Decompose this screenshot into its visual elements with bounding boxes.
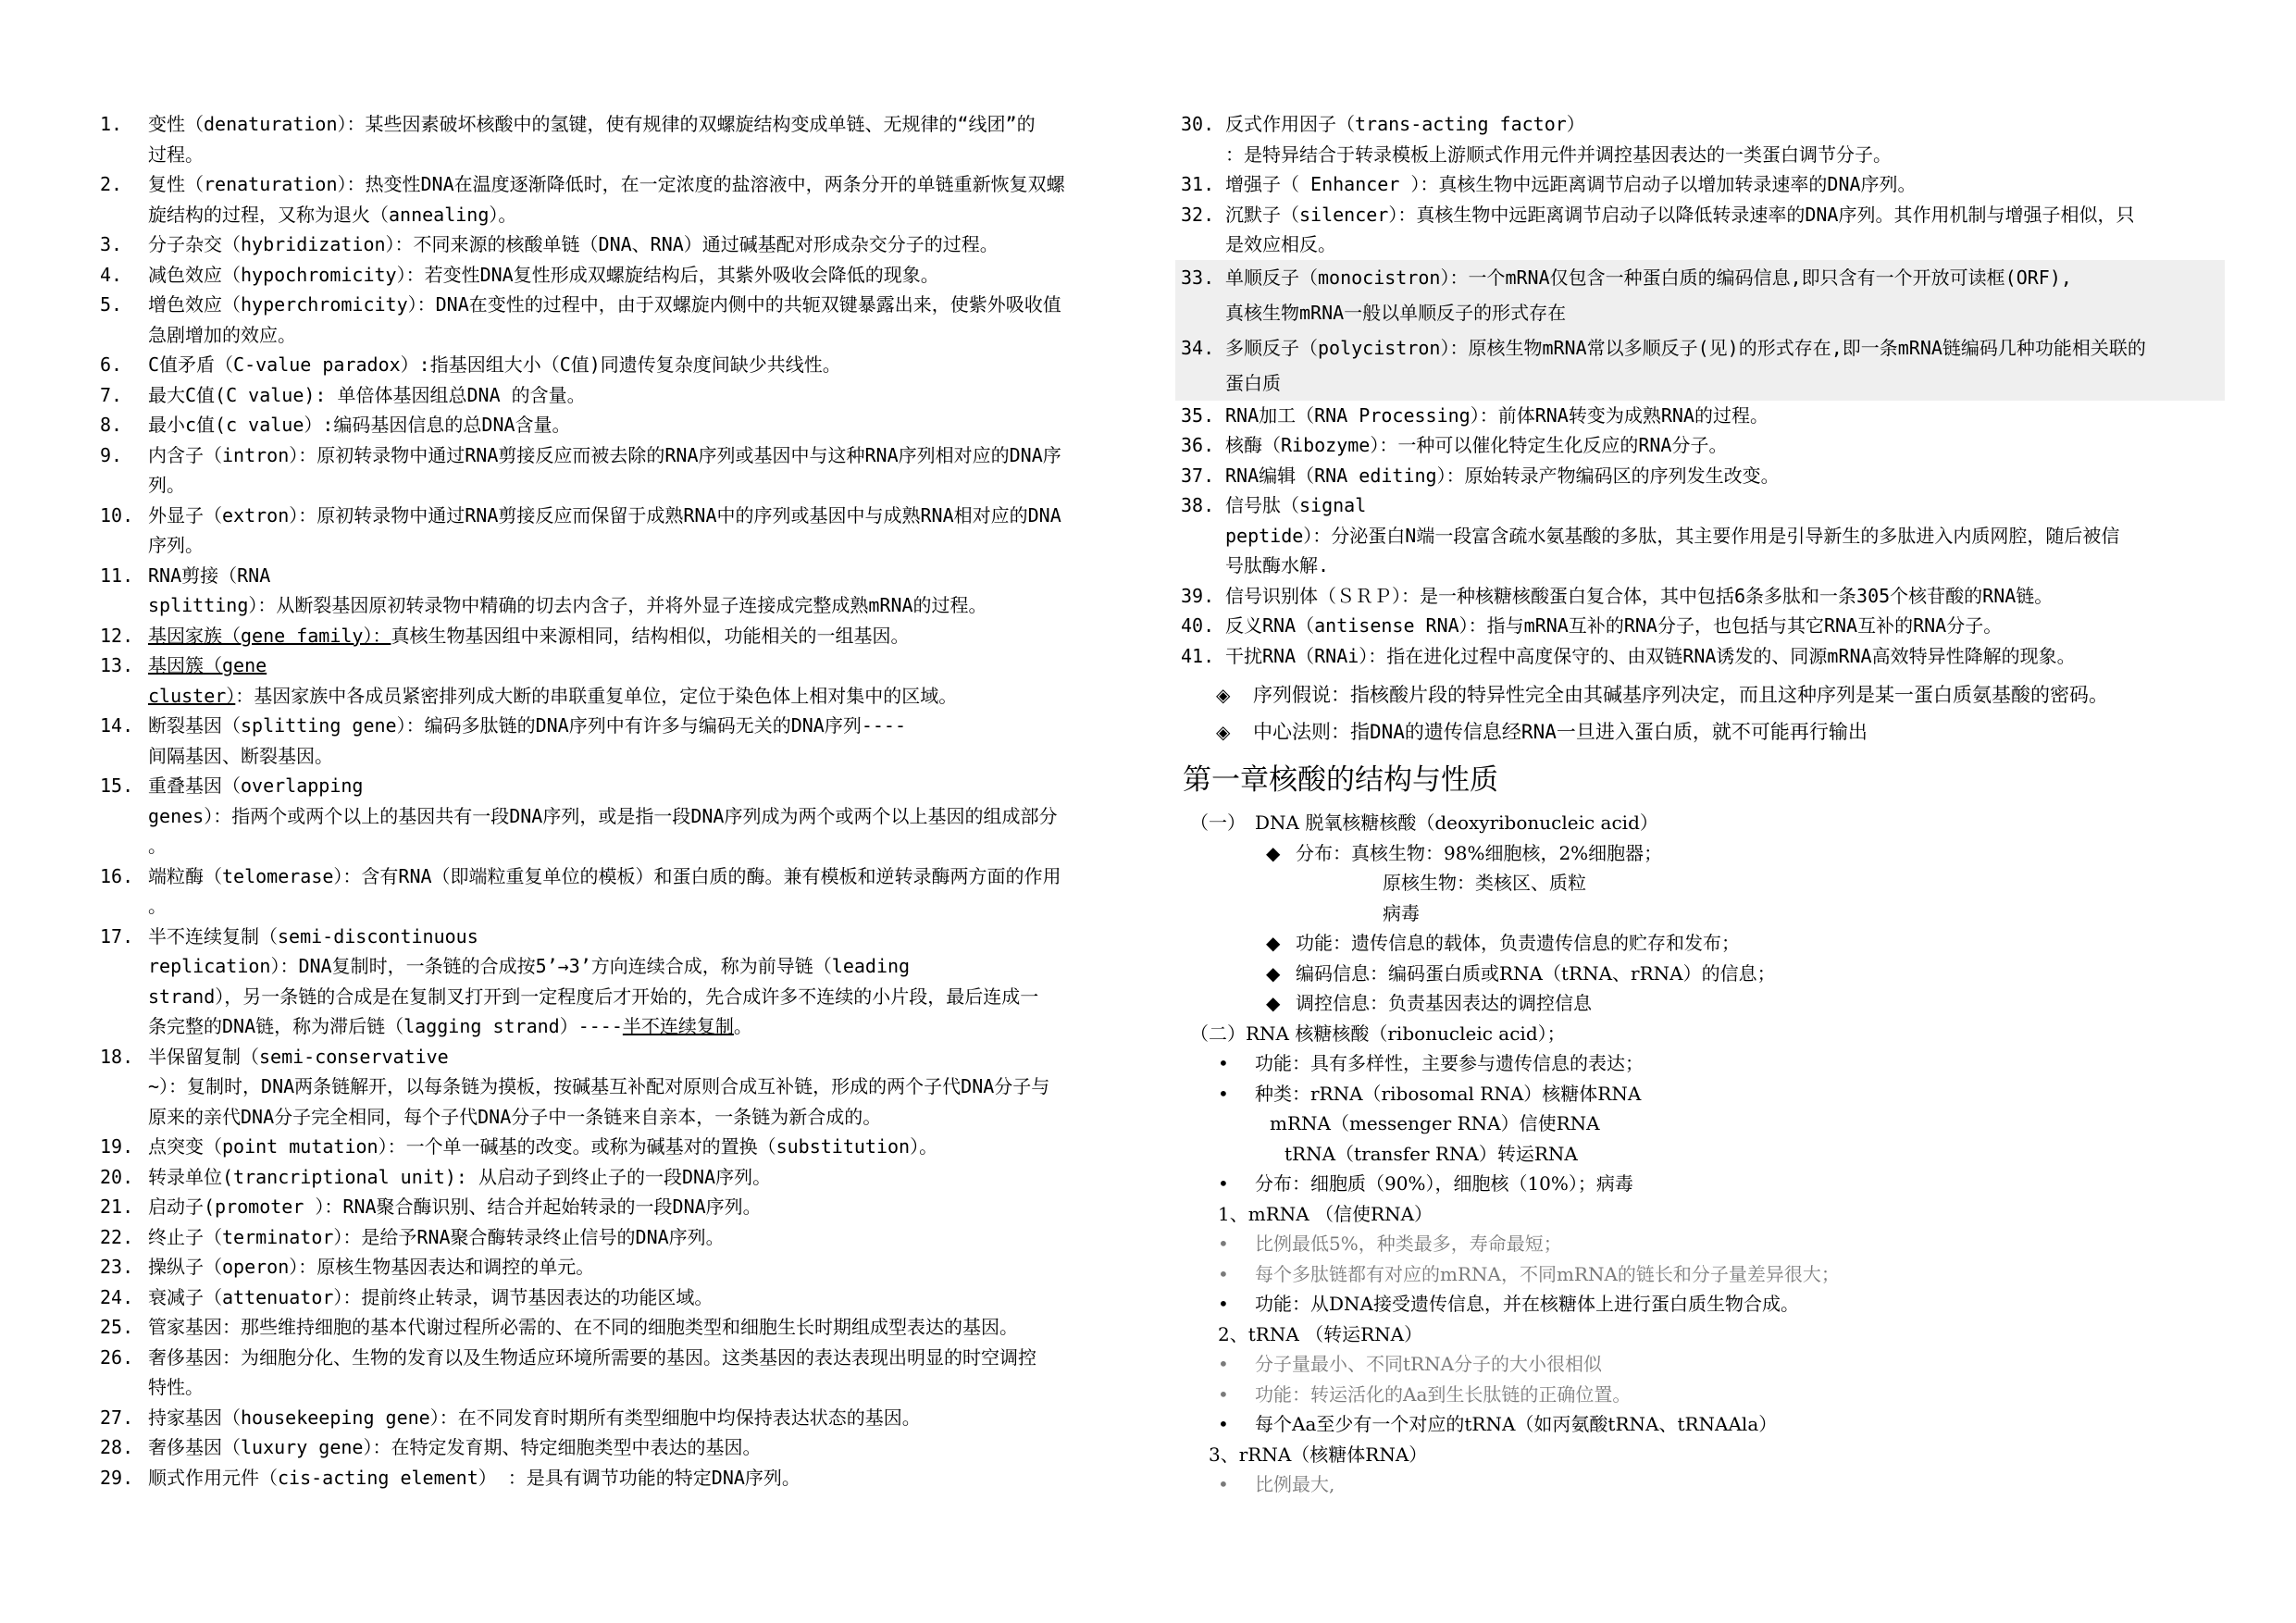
item-text <box>148 169 1155 229</box>
item-number: 12. <box>100 624 134 647</box>
item-number: 28. <box>100 1436 134 1458</box>
item-number: 33. <box>1181 266 1215 289</box>
item-number: 37. <box>1181 464 1215 487</box>
item-definition: 增色效应（hyperchromicity）：DNA在变性的过程中，由于双螺旋内侧中的共轭双键暴露出来，使紫外吸收值 急剧增加的效应。 <box>148 293 1061 346</box>
dot-icon: • <box>1218 1082 1229 1105</box>
glossary-item <box>100 922 1155 1042</box>
rna-grey-item: • 比例最大, <box>1181 1469 2227 1500</box>
item-number: 38. <box>1181 494 1215 516</box>
item-text <box>148 1312 1155 1343</box>
rrna-heading: 3、rRNA（核糖体RNA） <box>1209 1443 1428 1466</box>
glossary-item <box>1181 430 2227 461</box>
item-number: 10. <box>100 503 134 527</box>
principle-item: ◈ 序列假说：指核酸片段的特异性完全由其碱基序列决定，而且这种序列是某一蛋白质氨基酸的密码。 <box>1181 676 2227 713</box>
item-text <box>148 410 1155 440</box>
dna-heading: （一） DNA 脱氧核糖核酸（deoxyribonucleic acid） <box>1190 812 1658 834</box>
item-text <box>148 1162 1155 1193</box>
item-number: 7. <box>100 383 123 406</box>
glossary-item <box>100 1282 1155 1313</box>
item-definition: 最小c值(c value）:编码基因信息的总DNA含量。 <box>148 414 571 436</box>
glossary-item <box>100 169 1155 229</box>
item-definition: 启动子(promoter ）：RNA聚合酶识别、结合并起始转录的一段DNA序列。 <box>148 1196 762 1218</box>
item-text <box>148 290 1155 350</box>
item-definition: 分子杂交（hybridization）：不同来源的核酸单链（DNA、RNA）通过碱基配对形成杂交分子的过程。 <box>148 233 999 255</box>
item-definition: 端粒酶（telomerase）：含有RNA（即端粒重复单位的模板）和蛋白质的酶。兼有模板和逆转录酶两方面的作用 。 <box>148 864 1061 917</box>
dot-icon: • <box>1218 1233 1229 1255</box>
glossary-item <box>1181 109 2227 169</box>
underlined-term: 基因家族（gene family）： <box>148 624 391 647</box>
rna-bullet: • 功能：从DNA接受遗传信息，并在核糖体上进行蛋白质生物合成。 <box>1181 1289 2227 1319</box>
item-number: 24. <box>100 1285 134 1308</box>
item-number: 18. <box>100 1045 134 1068</box>
rna-section <box>1181 1019 2227 1500</box>
glossary-item <box>1181 581 2227 612</box>
item-text <box>148 711 1155 771</box>
item-definition: 信号识别体（ＳＲＰ）：是一种核糖核酸蛋白复合体，其中包括6条多肽和一条305个核苷酸的RNA链。 <box>1225 584 2054 607</box>
glossary-item <box>100 1162 1155 1193</box>
item-tail: 。 <box>733 1015 752 1037</box>
item-text <box>1225 611 2227 641</box>
glossary-list-right-2 <box>1181 401 2227 672</box>
item-text <box>148 1042 1155 1133</box>
glossary-item <box>100 1432 1155 1463</box>
item-number: 3. <box>100 233 123 255</box>
underlined-term: 半不连续复制 <box>622 1015 734 1037</box>
item-number: 11. <box>100 564 134 587</box>
item-definition: 顺式作用元件（cis-acting element） ：是具有调节功能的特定DNA序列。 <box>148 1466 800 1489</box>
item-number: 32. <box>1181 203 1215 226</box>
item-definition: 衰减子（attenuator）：提前终止转录，调节基因表达的功能区域。 <box>148 1285 714 1308</box>
item-number: 34. <box>1181 336 1215 359</box>
diamond-outline-icon: ◈ <box>1216 721 1231 743</box>
glossary-item <box>100 1343 1155 1403</box>
item-text <box>148 922 1155 1042</box>
underlined-term: 基因簇（gene cluster） <box>148 654 267 707</box>
right-column <box>1181 109 2227 1500</box>
glossary-item <box>100 410 1155 440</box>
item-number: 15. <box>100 774 134 797</box>
item-definition: 半保留复制（semi-conservative ~）：复制时，DNA两条链解开，以每条链为摸板，按碱基互补配对原则合成互补链，形成的两个子代DNA分子与 原来的亲代DNA分子完全相同，每个子代DNA分子中一条链来自亲本，一条链为新合成的。 <box>148 1045 1050 1128</box>
item-text <box>148 1463 1155 1493</box>
item-definition: 外显子（extron）：原初转录物中通过RNA剪接反应而保留于成熟RNA中的序列或基因中与成熟RNA相对应的DNA 序列。 <box>148 503 1061 556</box>
item-number: 40. <box>1181 614 1215 637</box>
item-text <box>1225 490 2227 581</box>
item-number: 31. <box>1181 173 1215 195</box>
glossary-item <box>1181 461 2227 491</box>
item-definition: 终止子（terminator）：是给予RNA聚合酶转录终止信号的DNA序列。 <box>148 1225 725 1248</box>
item-number: 27. <box>100 1406 134 1429</box>
item-definition: 信号肽（signal peptide）：分泌蛋白N端一段富含疏水氨基酸的多肽，其主要作用是引导新生的多肽进入内质网腔，随后被信 号肽酶水解. <box>1225 494 2120 576</box>
item-definition: 操纵子（operon）：原核生物基因表达和调控的单元。 <box>148 1256 595 1278</box>
diamond-solid-icon: ◆ <box>1266 961 1281 985</box>
dot-icon: • <box>1218 1293 1229 1315</box>
item-number: 20. <box>100 1165 134 1188</box>
item-definition: 沉默子（silencer）：真核生物中远距离调节启动子以降低转录速率的DNA序列。其作用机制与增强子相似，只 是效应相反。 <box>1225 203 2135 255</box>
glossary-item <box>100 350 1155 380</box>
item-definition: 干扰RNA（RNAi）：指在进化过程中高度保守的、由双链RNA诱发的、同源mRNA高效特异性降解的现象。 <box>1225 644 2076 667</box>
item-definition: 多顺反子（polycistron）：原核生物mRNA常以多顺反子(见)的形式存在,即一条mRNA链编码几种功能相关联的 蛋白质 <box>1225 336 2146 394</box>
dot-icon: • <box>1218 1172 1229 1195</box>
trna-heading: 2、tRNA （转运RNA） <box>1218 1322 1423 1345</box>
item-definition: 真核生物基因组中来源相同，结构相似，功能相关的一组基因。 <box>391 624 910 647</box>
glossary-item <box>100 1132 1155 1162</box>
dot-icon: • <box>1218 1052 1229 1074</box>
item-number: 2. <box>100 173 123 195</box>
item-text <box>148 650 1155 711</box>
item-definition: 转录单位(trancriptional unit): 从启动子到终止子的一段DNA序列。 <box>148 1165 772 1188</box>
item-number: 17. <box>100 924 134 948</box>
rna-heading: （二）RNA 核糖核酸（ribonucleic acid）； <box>1190 1022 1566 1045</box>
item-text <box>148 1132 1155 1162</box>
highlighted-block <box>1175 260 2225 401</box>
glossary-item <box>100 260 1155 291</box>
glossary-item <box>100 711 1155 771</box>
item-text <box>148 1343 1155 1403</box>
glossary-item <box>100 1312 1155 1343</box>
glossary-item <box>1181 260 2225 330</box>
item-definition: 复性（renaturation）：热变性DNA在温度逐渐降低时，在一定浓度的盐溶液中，两条分开的单链重新恢复双螺 旋结构的过程，又称为退火（annealing）。 <box>148 173 1065 226</box>
item-number: 41. <box>1181 644 1215 667</box>
diamond-solid-icon: ◆ <box>1266 992 1281 1014</box>
item-definition: RNA加工（RNA Processing）：前体RNA转变为成熟RNA的过程。 <box>1225 403 1769 427</box>
glossary-item <box>100 440 1155 501</box>
item-number: 1. <box>100 113 123 135</box>
left-column <box>100 109 1155 1493</box>
dot-icon: • <box>1218 1262 1229 1285</box>
item-text <box>148 1222 1155 1253</box>
item-number: 39. <box>1181 584 1215 607</box>
glossary-item <box>100 1192 1155 1222</box>
item-text <box>148 1282 1155 1313</box>
item-number: 4. <box>100 263 123 286</box>
item-text <box>1225 260 2225 330</box>
glossary-item <box>100 229 1155 260</box>
item-text <box>148 1252 1155 1282</box>
item-definition: 反义RNA（antisense RNA）：指与mRNA互补的RNA分子，也包括与其它RNA互补的RNA分子。 <box>1225 614 2003 637</box>
principle-list <box>1181 676 2227 750</box>
item-text <box>148 229 1155 260</box>
item-number: 36. <box>1181 434 1215 456</box>
glossary-item <box>100 650 1155 711</box>
glossary-item <box>1181 641 2227 672</box>
rna-bullet: • 种类：rRNA（ribosomal RNA）核糖体RNA <box>1181 1079 2227 1109</box>
item-definition: 重叠基因（overlapping genes）：指两个或两个以上的基因共有一段DNA序列，或是指一段DNA序列成为两个或两个以上基因的组成部分 。 <box>148 774 1058 857</box>
item-definition: 半不连续复制（semi-discontinuous replication）：DNA复制时，一条链的合成按5’→3’方向连续合成，称为前导链（leading strand），另一条链的合成是在复制叉打开到一定程度后才开始的，先合成许多不连续的小片段，最后连成一 条完整的DNA链，称为滞后链（lagging strand）---- <box>148 924 1039 1037</box>
item-text <box>1225 169 2227 200</box>
glossary-item <box>100 561 1155 621</box>
item-text <box>148 260 1155 291</box>
glossary-item <box>100 501 1155 561</box>
item-definition: 持家基因（housekeeping gene）：在不同发育时期所有类型细胞中均保持表达状态的基因。 <box>148 1406 921 1429</box>
item-text <box>148 621 1155 651</box>
glossary-item <box>1181 401 2227 431</box>
item-number: 9. <box>100 443 123 466</box>
glossary-item <box>100 621 1155 651</box>
dot-icon: • <box>1218 1382 1229 1406</box>
rna-grey-item: • 分子量最小、不同tRNA分子的大小很相似 <box>1181 1349 2227 1380</box>
item-definition: 核酶（Ribozyme）：一种可以催化特定生化反应的RNA分子。 <box>1225 434 1728 456</box>
item-text <box>1225 581 2227 612</box>
item-text <box>1225 430 2227 461</box>
item-number: 13. <box>100 654 134 676</box>
item-text <box>148 1192 1155 1222</box>
item-text <box>148 440 1155 501</box>
item-definition: 增强子（ Enhancer ）：真核生物中远距离调节启动子以增加转录速率的DNA序列。 <box>1225 173 1917 195</box>
rna-type-line: mRNA（messenger RNA）信使RNA <box>1270 1112 1600 1134</box>
item-definition: 变性（denaturation）：某些因素破坏核酸中的氢键，使有规律的双螺旋结构变成单链、无规律的“线团”的 过程。 <box>148 113 1036 166</box>
glossary-item <box>100 1222 1155 1253</box>
rna-grey-item: • 比例最低5%，种类最多，寿命最短； <box>1181 1229 2227 1259</box>
rna-bullet: • 每个Aa至少有一个对应的tRNA（如丙氨酸tRNA、tRNAAla） <box>1181 1409 2227 1440</box>
item-definition: 奢侈基因（luxury gene）：在特定发育期、特定细胞类型中表达的基因。 <box>148 1436 762 1458</box>
dot-icon: • <box>1218 1413 1229 1435</box>
rna-bullet: • 功能：具有多样性，主要参与遗传信息的表达； <box>1181 1048 2227 1079</box>
item-number: 6. <box>100 353 123 376</box>
item-number: 16. <box>100 864 134 887</box>
item-text <box>148 350 1155 380</box>
diamond-solid-icon: ◆ <box>1266 841 1281 864</box>
item-definition: RNA剪接（RNA splitting）：从断裂基因原初转录物中精确的切去内含子，并将外显子连接成完整成熟mRNA的过程。 <box>148 564 987 616</box>
item-text <box>1225 109 2227 169</box>
item-text <box>148 380 1155 411</box>
item-text <box>1225 401 2227 431</box>
item-text <box>148 861 1155 922</box>
item-definition: 反式作用因子（trans-acting factor） ：是特异结合于转录模板上游顺式作用元件并调控基因表达的一类蛋白调节分子。 <box>1225 113 1892 166</box>
glossary-item <box>1181 330 2225 401</box>
item-number: 29. <box>100 1466 134 1489</box>
item-definition: 最大C值(C value): 单倍体基因组总DNA 的含量。 <box>148 383 586 406</box>
glossary-item <box>100 861 1155 922</box>
item-text <box>148 771 1155 861</box>
item-number: 26. <box>100 1345 134 1369</box>
diamond-solid-icon: ◆ <box>1266 932 1281 954</box>
item-number: 25. <box>100 1316 134 1338</box>
glossary-item <box>1181 200 2227 260</box>
item-definition: 单顺反子（monocistron）：一个mRNA仅包含一种蛋白质的编码信息,即只含有一个开放可读框(ORF), 真核生物mRNA一般以单顺反子的形式存在 <box>1225 266 2072 324</box>
glossary-item <box>1181 169 2227 200</box>
glossary-item <box>1181 490 2227 581</box>
item-text <box>148 501 1155 561</box>
rna-grey-item: • 功能：转运活化的Aa到生长肽链的正确位置。 <box>1181 1380 2227 1410</box>
rna-grey-item: • 每个多肽链都有对应的mRNA，不同mRNA的链长和分子量差异很大； <box>1181 1259 2227 1290</box>
glossary-item <box>100 380 1155 411</box>
glossary-item <box>100 109 1155 169</box>
rna-bullet: • 分布：细胞质（90%），细胞核（10%）；病毒 <box>1181 1169 2227 1199</box>
item-definition: 内含子（intron）：原初转录物中通过RNA剪接反应而被去除的RNA序列或基因中与这种RNA序列相对应的DNA序 列。 <box>148 443 1061 496</box>
dna-sub-line: 原核生物：类核区、质粒 <box>1383 872 1586 894</box>
glossary-item <box>100 290 1155 350</box>
item-number: 22. <box>100 1225 134 1248</box>
dna-section <box>1181 808 2227 1019</box>
item-number: 21. <box>100 1196 134 1218</box>
dna-sub-line: 病毒 <box>1383 901 1420 924</box>
mrna-heading: 1、mRNA （信使RNA） <box>1218 1202 1433 1225</box>
item-definition: RNA编辑（RNA editing）：原始转录产物编码区的序列发生改变。 <box>1225 464 1780 487</box>
item-text <box>148 561 1155 621</box>
chapter-title: 第一章核酸的结构与性质 <box>1183 763 1498 797</box>
item-definition: 断裂基因（splitting gene）：编码多肽链的DNA序列中有许多与编码无关的DNA序列---- 间隔基因、断裂基因。 <box>148 714 906 767</box>
dot-icon: • <box>1218 1353 1229 1375</box>
principle-item: ◈ 中心法则：指DNA的遗传信息经RNA一旦进入蛋白质，就不可能再行输出 <box>1181 713 2227 750</box>
item-text <box>1225 641 2227 672</box>
item-definition: ：基因家族中各成员紧密排列成大断的串联重复单位，定位于染色体上相对集中的区域。 <box>235 684 958 707</box>
item-number: 19. <box>100 1135 134 1158</box>
dna-bullet: ◆ 调控信息：负责基因表达的调控信息 <box>1181 988 2227 1019</box>
rna-type-line: tRNA（transfer RNA）转运RNA <box>1285 1142 1578 1165</box>
glossary-list-right <box>1181 109 2227 260</box>
item-text <box>148 1432 1155 1463</box>
item-definition: 管家基因：那些维持细胞的基本代谢过程所必需的、在不同的细胞类型和细胞生长时期组成型表达的基因。 <box>148 1316 1018 1338</box>
glossary-item <box>100 1042 1155 1133</box>
glossary-item <box>100 1463 1155 1493</box>
item-number: 23. <box>100 1256 134 1278</box>
diamond-outline-icon: ◈ <box>1216 684 1231 706</box>
glossary-item <box>100 771 1155 861</box>
item-number: 30. <box>1181 113 1215 135</box>
dna-bullet: ◆ 编码信息：编码蛋白质或RNA（tRNA、rRNA）的信息； <box>1181 959 2227 989</box>
item-number: 5. <box>100 293 123 316</box>
glossary-item <box>1181 611 2227 641</box>
item-definition: 减色效应（hypochromicity）：若变性DNA复性形成双螺旋结构后，其紫外吸收会降低的现象。 <box>148 263 939 286</box>
item-text <box>148 109 1155 169</box>
item-text <box>1225 200 2227 260</box>
glossary-item <box>100 1403 1155 1433</box>
item-text <box>1225 330 2225 401</box>
dot-icon: • <box>1218 1473 1229 1495</box>
item-definition: C值矛盾（C-value paradox）:指基因组大小（C值)同遗传复杂度间缺少共线性。 <box>148 353 841 376</box>
item-text <box>148 1403 1155 1433</box>
item-definition: 点突变（point mutation）：一个单一碱基的改变。或称为碱基对的置换（substitution）。 <box>148 1135 938 1158</box>
item-number: 14. <box>100 714 134 737</box>
item-number: 8. <box>100 414 123 436</box>
item-number: 35. <box>1181 403 1215 427</box>
glossary-item <box>100 1252 1155 1282</box>
item-definition: 奢侈基因：为细胞分化、生物的发育以及生物适应环境所需要的基因。这类基因的表达表现出明显的时空调控 特性。 <box>148 1345 1036 1398</box>
dna-bullet: ◆ 分布：真核生物：98%细胞核，2%细胞器； <box>1181 838 2227 869</box>
item-text <box>1225 461 2227 491</box>
dna-bullet: ◆ 功能：遗传信息的载体，负责遗传信息的贮存和发布； <box>1181 928 2227 959</box>
